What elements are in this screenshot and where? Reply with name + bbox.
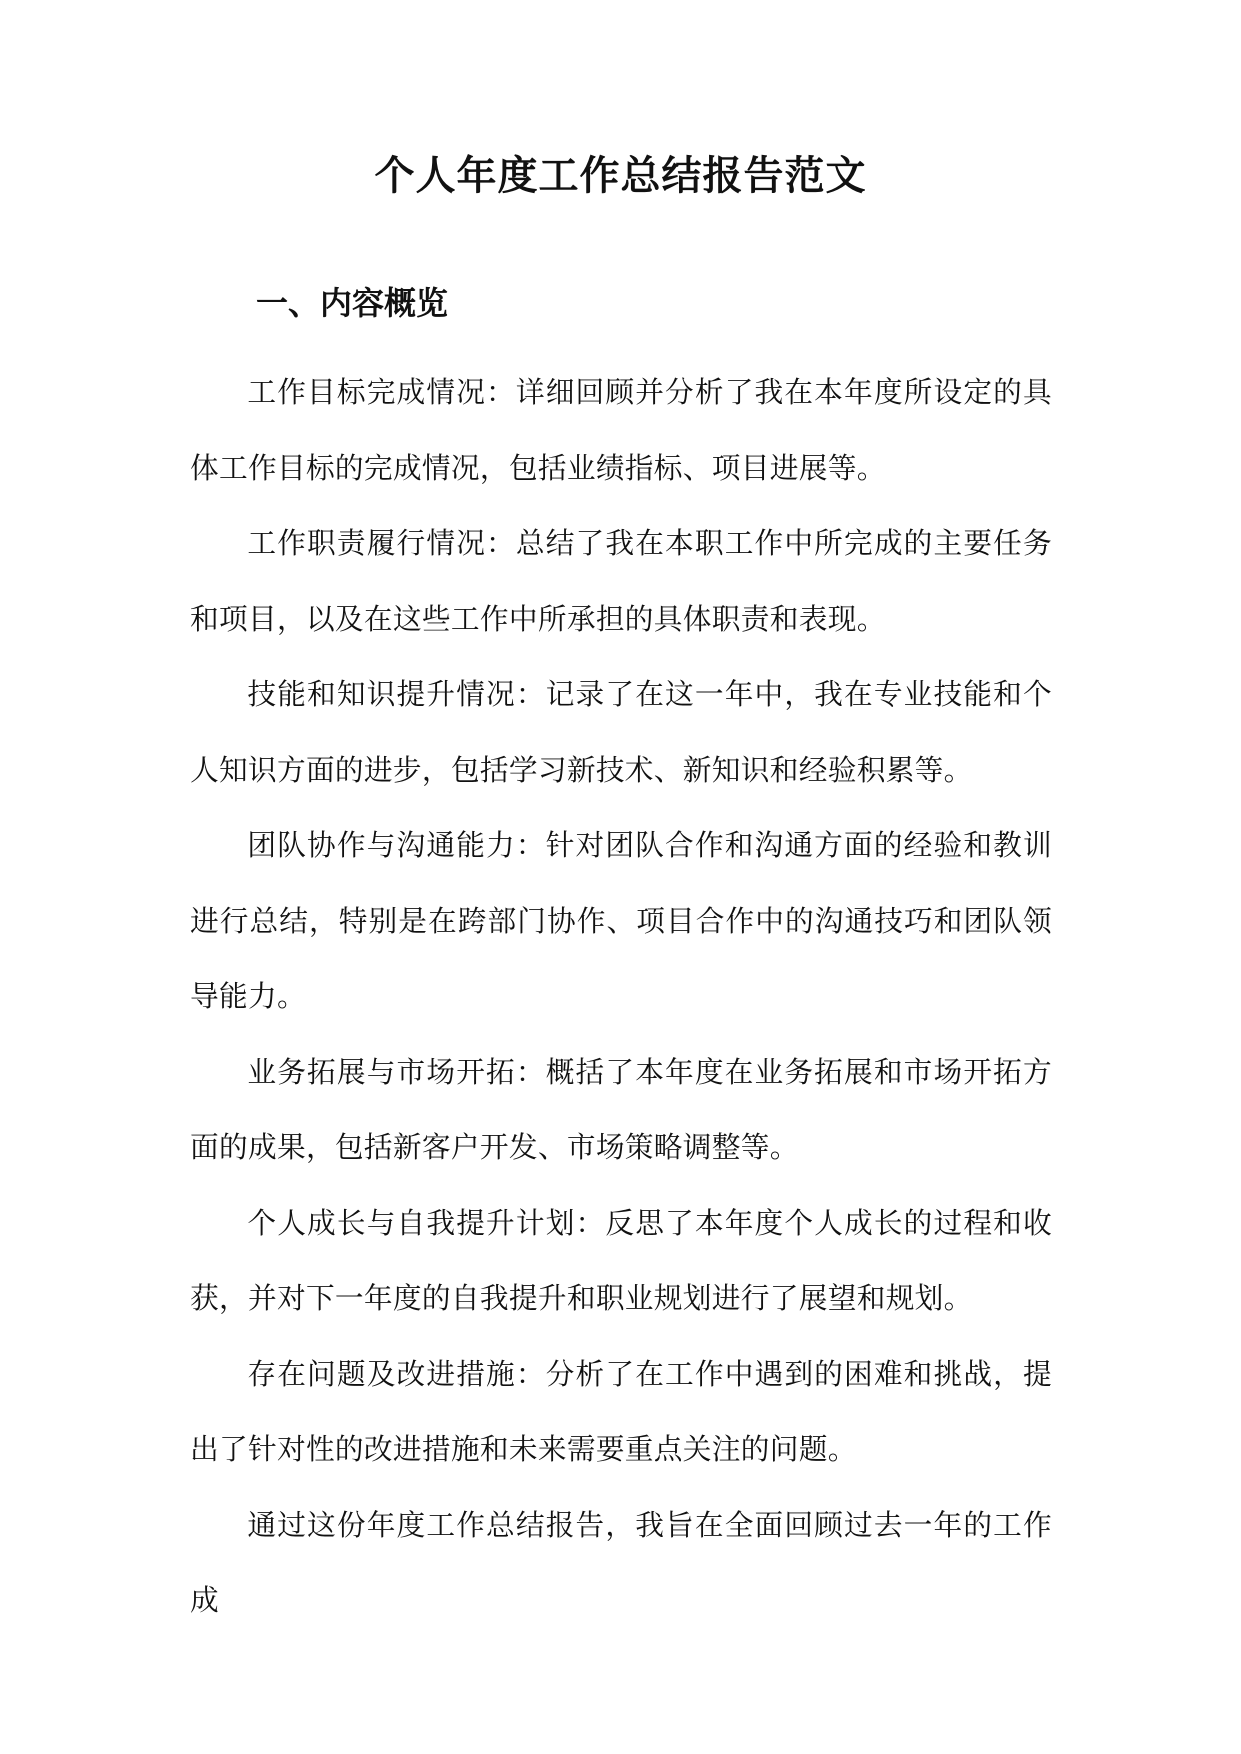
body-text [190, 355, 1052, 1639]
paragraph-growth: 个人成长与自我提升计划：反思了本年度个人成长的过程和收获，并对下一年度的自我提升和职业规划进行了展望和规划。 [190, 1205, 1052, 1315]
paragraph-goals: 工作目标完成情况：详细回顾并分析了我在本年度所设定的具体工作目标的完成情况，包括业绩指标、项目进展等。 [190, 375, 1052, 485]
paragraph-problems: 存在问题及改进措施：分析了在工作中遇到的困难和挑战，提出了针对性的改进措施和未来需要重点关注的问题。 [190, 1356, 1052, 1466]
paragraph-conclusion: 通过这份年度工作总结报告，我旨在全面回顾过去一年的工作成 [190, 1507, 1052, 1617]
paragraph-duties: 工作职责履行情况：总结了我在本职工作中所完成的主要任务和项目，以及在这些工作中所承担的具体职责和表现。 [190, 526, 1052, 636]
paragraph-teamwork: 团队协作与沟通能力：针对团队合作和沟通方面的经验和教训进行总结，特别是在跨部门协作、项目合作中的沟通技巧和团队领导能力。 [190, 828, 1052, 1013]
section-heading: 一、内容概览 [256, 284, 449, 322]
document-title: 个人年度工作总结报告范文 [374, 152, 867, 199]
paragraph-skills: 技能和知识提升情况：记录了在这一年中，我在专业技能和个人知识方面的进步，包括学习新技术、新知识和经验积累等。 [190, 677, 1052, 787]
paragraph-business: 业务拓展与市场开拓：概括了本年度在业务拓展和市场开拓方面的成果，包括新客户开发、市场策略调整等。 [190, 1054, 1052, 1164]
